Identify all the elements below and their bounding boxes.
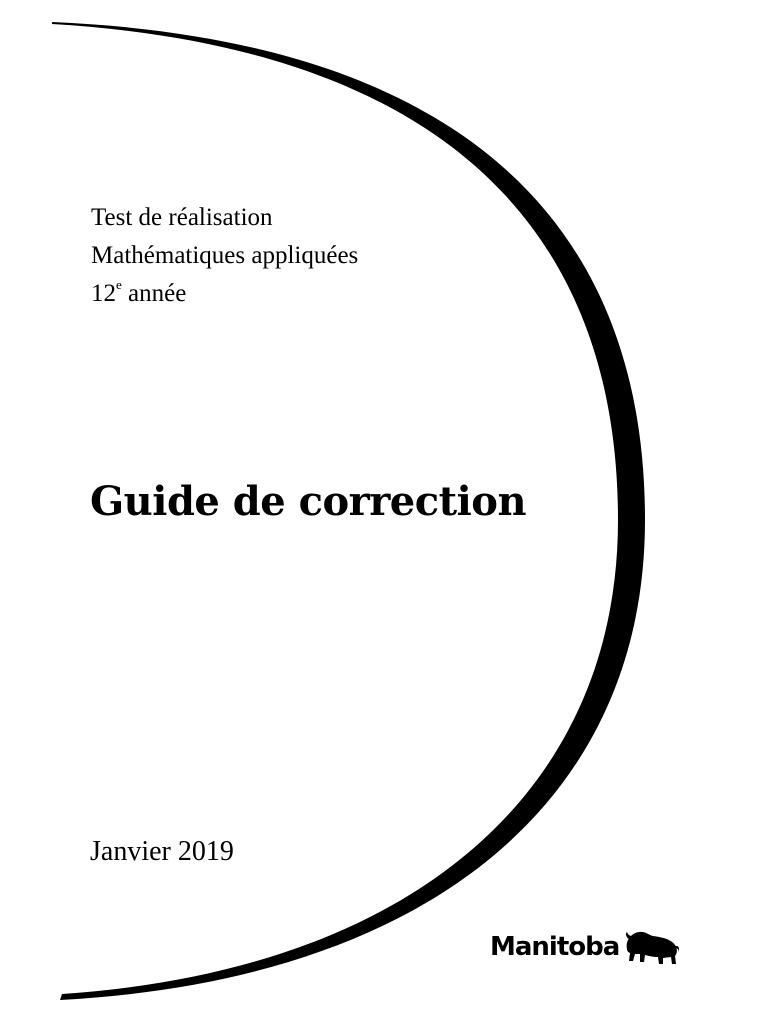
document-title: Guide de correction — [90, 478, 527, 525]
publication-date: Janvier 2019 — [90, 836, 234, 867]
course-name: Mathématiques appliquées — [91, 242, 359, 269]
grade-superscript: e — [116, 276, 122, 292]
manitoba-logo — [490, 921, 681, 973]
grade-word: année — [128, 280, 187, 307]
cover-subtitle — [91, 199, 358, 313]
logo-wordmark: Manitoba — [490, 932, 620, 962]
grade-level — [91, 275, 358, 313]
test-type: Test de réalisation — [91, 204, 273, 231]
bison-icon — [623, 927, 681, 967]
grade-number: 12 — [91, 280, 116, 307]
